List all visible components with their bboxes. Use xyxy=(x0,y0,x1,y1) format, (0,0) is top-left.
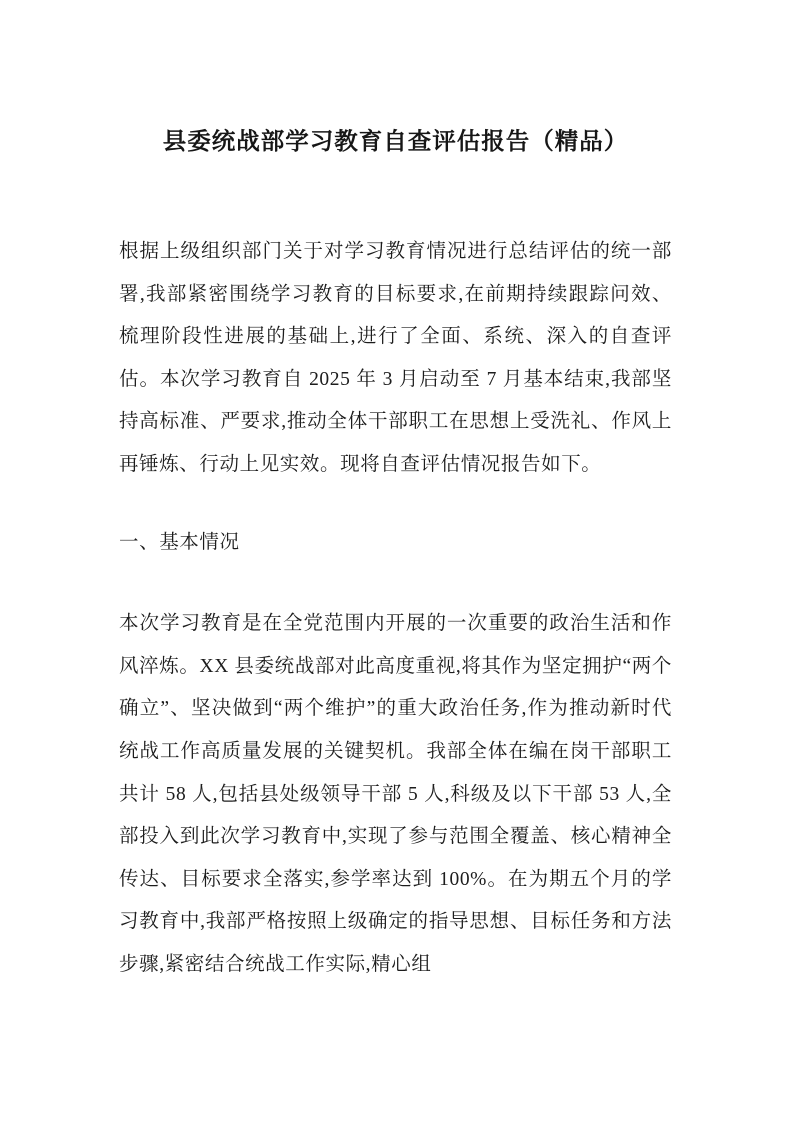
intro-paragraph: 根据上级组织部门关于对学习教育情况进行总结评估的统一部署,我部紧密围绕学习教育的目标要求,在前期持续跟踪问效、梳理阶段性进展的基础上,进行了全面、系统、深入的自查评估。本次学习教育自 2025 年 3 月启动至 7 月基本结束,我部坚持高标准、严要求,推动全体干部职工在思想上受洗礼、作风上再锤炼、行动上见实效。现将自查评估情况报告如下。 xyxy=(119,241,672,475)
document-content xyxy=(0,121,793,987)
section-heading-basic-situation: 一、基本情况 xyxy=(119,531,240,553)
section-1-paragraph: 本次学习教育是在全党范围内开展的一次重要的政治生活和作风淬炼。XX 县委统战部对此高度重视,将其作为坚定拥护“两个确立”、坚决做到“两个维护”的重大政治任务,作为推动新时代统战工作高质量发展的关键契机。我部全体在编在岗干部职工共计 58 人,包括县处级领导干部 5 人,科级及以下干部 53 人,全部投入到此次学习教育中,实现了参与范围全覆盖、核心精神全传达、目标要求全落实,参学率达到 100%。在为期五个月的学习教育中,我部严格按照上级确定的指导思想、目标任务和方法步骤,紧密结合统战工作实际,精心组 xyxy=(119,613,672,975)
document-title: 县委统战部学习教育自查评估报告（精品） xyxy=(162,129,629,155)
